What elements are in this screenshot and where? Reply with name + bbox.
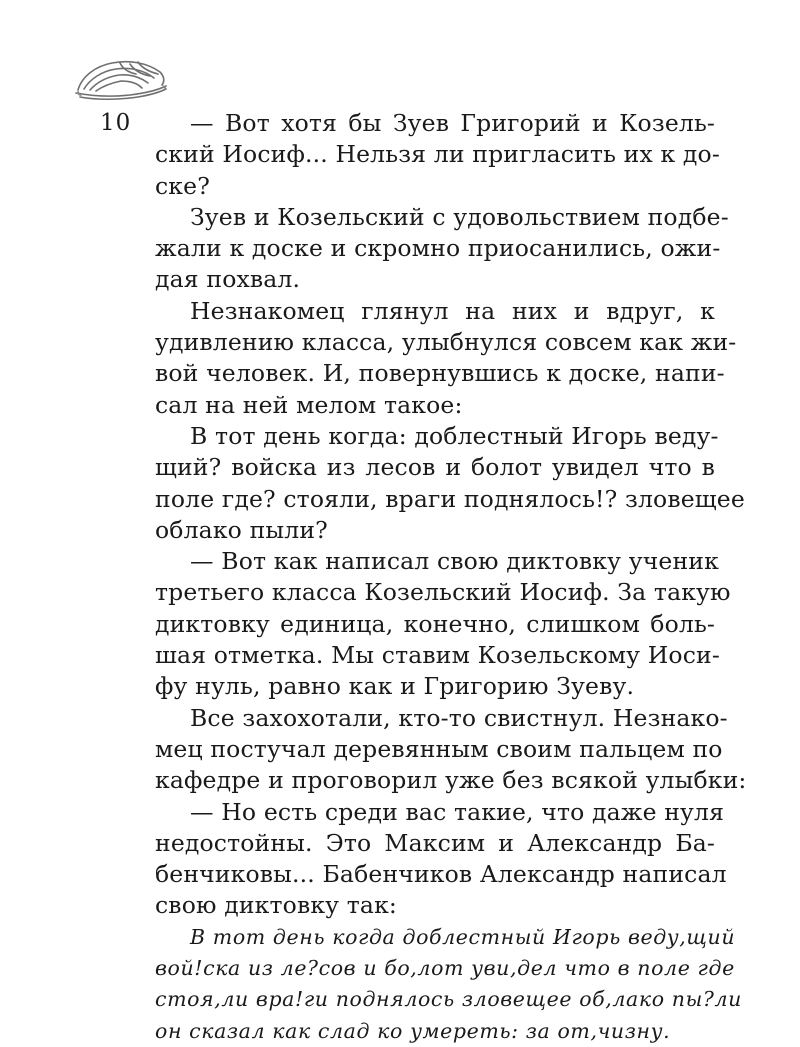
text-line: шая отметка. Мы ставим Козельскому Иоси- xyxy=(155,641,720,670)
italic-text-line: В тот день когда доблестный Игорь веду,щий xyxy=(190,924,736,949)
text-line: Все захохотали, кто-то свистнул. Незнако- xyxy=(190,703,728,732)
text-line: щий? войска из лесов и болот увидел что в xyxy=(155,453,715,482)
text-line: диктовку единица, конечно, слишком боль- xyxy=(155,609,715,638)
cap-ornament-icon xyxy=(70,50,170,102)
text-line: фу нуль, равно как и Григорию Зуеву. xyxy=(155,672,635,701)
italic-text-line: он сказал как слад ко умереть: за от,чизну. xyxy=(155,1018,671,1043)
text-line: жали к доске и скромно приосанились, ожи- xyxy=(155,234,721,263)
text-line: поле где? стояли, враги поднялось!? зловещее xyxy=(155,484,745,513)
text-line: облако пыли? xyxy=(155,515,328,544)
text-line: удивлению класса, улыбнулся совсем как жи- xyxy=(155,328,737,357)
text-line: кафедре и проговорил уже без всякой улыбки: xyxy=(155,766,747,795)
text-line: — Вот хотя бы Зуев Григорий и Козель- xyxy=(190,109,715,137)
text-line: мец постучал деревянным своим пальцем по xyxy=(155,734,723,763)
text-line: Зуев и Козельский с удовольствием подбе- xyxy=(190,202,729,231)
text-line: ске? xyxy=(155,171,210,200)
body-text xyxy=(155,108,747,1047)
text-line: — Но есть среди вас такие, что даже нуля xyxy=(190,797,725,826)
text-line: ский Иосиф... Нельзя ли пригласить их к до- xyxy=(155,140,720,169)
text-line: сал на ней мелом такое: xyxy=(155,390,463,419)
text-line: — Вот как написал свою диктовку ученик xyxy=(190,547,719,576)
text-line: вой человек. И, повернувшись к доске, напи- xyxy=(155,359,725,388)
text-line: дая похвал. xyxy=(155,265,301,294)
text-line: свою диктовку так: xyxy=(155,891,397,920)
page-number: 10 xyxy=(100,110,132,136)
italic-text-line: стоя,ли вра!ги поднялось зловещее об,лако пы?ли xyxy=(155,987,742,1012)
text-line: третьего класса Козельский Иосиф. За такую xyxy=(155,578,731,607)
text-line: В тот день когда: доблестный Игорь веду- xyxy=(190,421,719,450)
italic-text-line: вой!ска из ле?сов и бо,лот уви,дел что в поле где xyxy=(155,956,735,981)
text-line: недостойны. Это Максим и Александр Ба- xyxy=(155,828,715,857)
text-line: бенчиковы... Бабенчиков Александр написал xyxy=(155,860,727,889)
text-line: Незнакомец глянул на них и вдруг, к xyxy=(190,296,715,325)
